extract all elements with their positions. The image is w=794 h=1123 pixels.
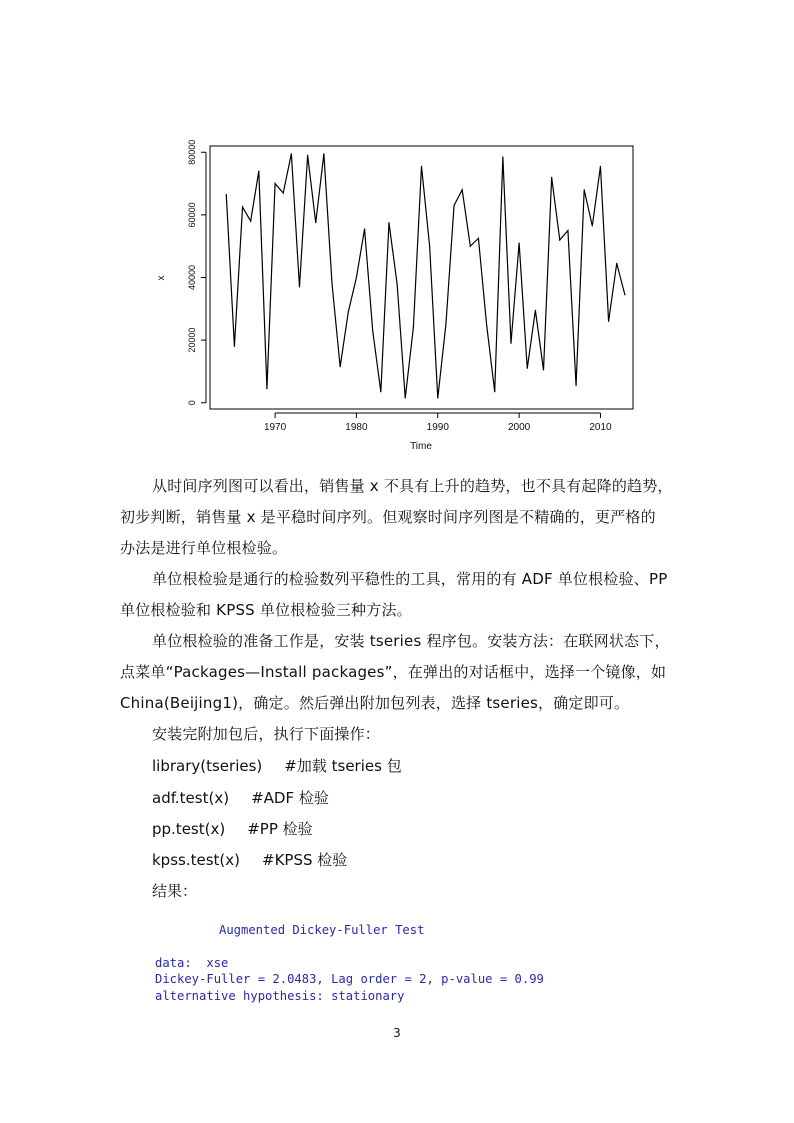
time-series-chart bbox=[150, 138, 650, 458]
data-point bbox=[348, 311, 349, 312]
data-point bbox=[258, 170, 259, 171]
data-point bbox=[413, 327, 414, 328]
data-point bbox=[372, 330, 373, 331]
data-point bbox=[291, 153, 292, 154]
data-point bbox=[250, 221, 251, 222]
data-point bbox=[242, 206, 243, 207]
y-tick-label: 20000 bbox=[187, 327, 197, 353]
data-point bbox=[510, 343, 511, 344]
data-point bbox=[283, 192, 284, 193]
paragraph-line: 初步判断，销售量 x 是平稳时间序列。但观察时间序列图是不精确的，更严格的 bbox=[120, 508, 656, 526]
data-point bbox=[527, 368, 528, 369]
data-point bbox=[307, 155, 308, 156]
paragraph-line: 办法是进行单位根检验。 bbox=[120, 539, 288, 557]
code-line-library bbox=[152, 755, 402, 777]
data-point bbox=[543, 369, 544, 370]
data-point bbox=[315, 222, 316, 223]
data-point bbox=[592, 225, 593, 226]
paragraph-line: 点菜单“Packages—Install packages”，在弹出的对话框中，选择一个镜像，如 bbox=[120, 663, 667, 681]
data-point bbox=[453, 205, 454, 206]
code-command: adf.test(x) bbox=[152, 789, 230, 807]
paragraph-line: China(Beijing1)，确定。然后弹出附加包列表，选择 tseries，确定即可。 bbox=[120, 694, 630, 712]
data-point bbox=[462, 189, 463, 190]
data-point bbox=[405, 397, 406, 398]
y-tick-label: 80000 bbox=[187, 139, 197, 165]
code-comment: #PP 检验 bbox=[247, 820, 313, 838]
code-line-pp bbox=[152, 818, 313, 840]
data-point bbox=[274, 183, 275, 184]
data-point bbox=[299, 286, 300, 287]
console-title: Augmented Dickey-Fuller Test bbox=[219, 923, 425, 937]
data-point bbox=[551, 177, 552, 178]
data-point bbox=[502, 156, 503, 157]
code-command: pp.test(x) bbox=[152, 820, 226, 838]
paragraph-line: 从时间序列图可以看出，销售量 x 不具有上升的趋势，也不具有起降的趋势， bbox=[152, 477, 673, 495]
y-axis-label: x bbox=[156, 275, 167, 281]
data-point bbox=[234, 346, 235, 347]
console-line: alternative hypothesis: stationary bbox=[155, 988, 405, 1003]
x-tick-label: 1970 bbox=[263, 422, 287, 433]
data-point bbox=[584, 189, 585, 190]
y-axis bbox=[187, 140, 206, 405]
data-point bbox=[356, 277, 357, 278]
data-point bbox=[608, 321, 609, 322]
code-comment: #加载 tseries 包 bbox=[284, 757, 402, 775]
data-point bbox=[437, 397, 438, 398]
data-point bbox=[266, 388, 267, 389]
data-point bbox=[331, 283, 332, 284]
data-point bbox=[397, 283, 398, 284]
y-tick-label: 0 bbox=[187, 400, 197, 406]
paragraph-line: 安装完附加包后，执行下面操作： bbox=[152, 725, 381, 743]
data-point bbox=[388, 222, 389, 223]
data-point bbox=[486, 324, 487, 325]
data-points bbox=[226, 153, 626, 398]
data-point bbox=[445, 324, 446, 325]
code-command: library(tseries) bbox=[152, 757, 263, 775]
code-line-kpss bbox=[152, 849, 347, 871]
code-comment: #ADF 检验 bbox=[251, 789, 329, 807]
data-point bbox=[567, 230, 568, 231]
data-point bbox=[600, 166, 601, 167]
data-point bbox=[421, 166, 422, 167]
console-line: data: xse bbox=[155, 955, 229, 970]
x-tick-label: 1980 bbox=[345, 422, 368, 433]
data-point bbox=[616, 263, 617, 264]
data-point bbox=[226, 194, 227, 195]
data-point bbox=[535, 310, 536, 311]
x-axis bbox=[264, 413, 612, 433]
series-line bbox=[226, 154, 625, 398]
x-tick-label: 1990 bbox=[426, 422, 449, 433]
paragraph-line: 单位根检验的准备工作是，安装 tseries 程序包。安装方法：在联网状态下， bbox=[152, 632, 670, 650]
console-output bbox=[155, 922, 544, 1004]
code-comment: #KPSS 检验 bbox=[262, 851, 348, 869]
data-point bbox=[575, 385, 576, 386]
page-number: 3 bbox=[393, 1026, 401, 1040]
code-command: kpss.test(x) bbox=[152, 851, 240, 869]
paragraph-line: 单位根检验是通行的检验数列平稳性的工具，常用的有 ADF 单位根检验、PP bbox=[152, 570, 668, 588]
result-label: 结果： bbox=[152, 882, 198, 900]
y-tick-label: 40000 bbox=[187, 264, 197, 291]
data-point bbox=[624, 294, 625, 295]
data-point bbox=[519, 242, 520, 243]
y-tick-label: 60000 bbox=[187, 202, 197, 228]
x-tick-label: 2010 bbox=[589, 422, 612, 433]
data-point bbox=[494, 391, 495, 392]
data-point bbox=[323, 153, 324, 154]
x-tick-label: 2000 bbox=[507, 422, 531, 433]
paragraph-line: 单位根检验和 KPSS 单位根检验三种方法。 bbox=[120, 601, 412, 619]
data-point bbox=[340, 366, 341, 367]
data-point bbox=[478, 238, 479, 239]
code-line-adf bbox=[152, 787, 329, 809]
data-point bbox=[559, 239, 560, 240]
data-point bbox=[429, 246, 430, 247]
data-point bbox=[380, 391, 381, 392]
data-point bbox=[470, 246, 471, 247]
console-line: Dickey-Fuller = 2.0483, Lag order = 2, p-value = 0.99 bbox=[155, 972, 544, 986]
x-axis-label: Time bbox=[410, 441, 432, 452]
data-point bbox=[364, 228, 365, 229]
plot-frame bbox=[210, 146, 633, 409]
